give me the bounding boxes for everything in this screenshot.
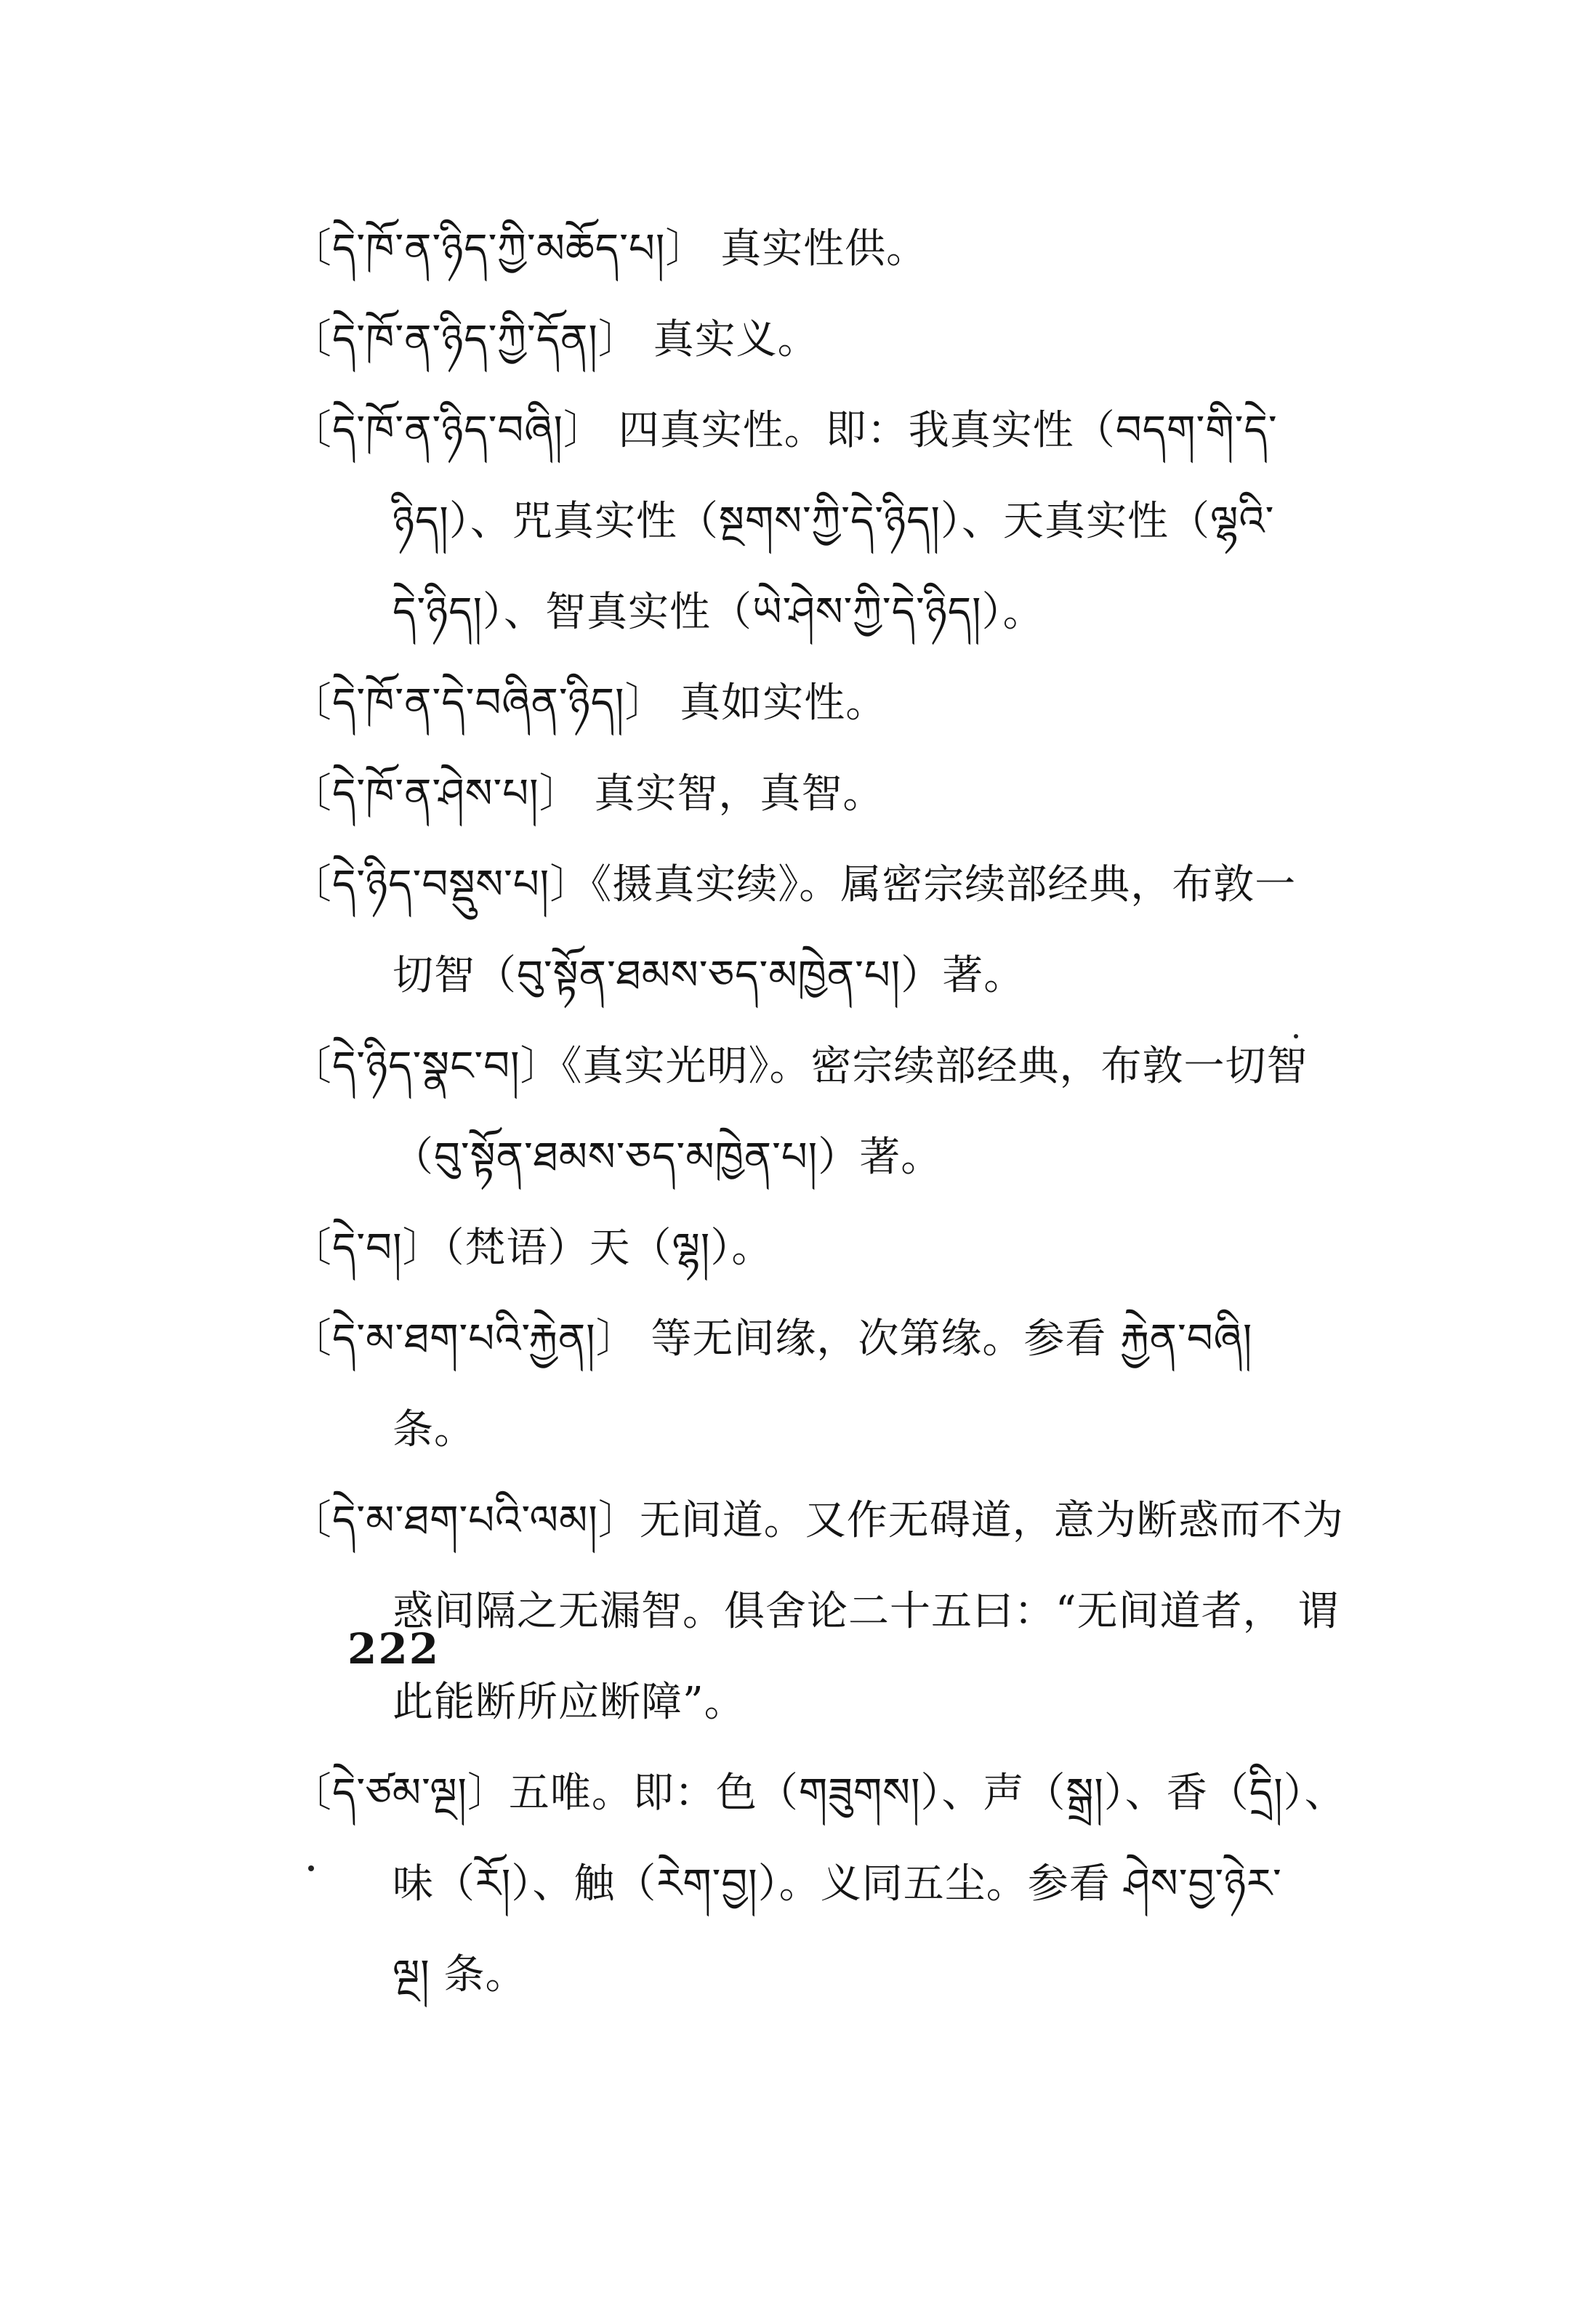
entry-8: [291, 1203, 1410, 1294]
entry-4: [291, 658, 1410, 749]
entry-3: [291, 385, 1410, 658]
entry-11: [291, 1748, 1410, 2020]
entry-line-continuation: 味（རོ།）、触（རེག་བྱ།）。义同五尘。参看 ཤེས་བྱ་ཉེར་: [393, 1860, 1282, 1908]
entry-7: [291, 1021, 1410, 1203]
entry-9: [291, 1294, 1410, 1475]
entry-line: 〔དེ་ཁོ་ན་ཉིད་བཞི།〕 四真实性。即：我真实性（བདག་གི་དེ་: [291, 407, 1278, 454]
entry-2: [291, 294, 1410, 385]
entry-line-continuation: 惑间隔之无漏智。俱舍论二十五曰：“无间道者， 谓: [393, 1588, 1340, 1635]
entry-line-continuation: （བུ་སྟོན་ཐམས་ཅད་མཁྱེན་པ།）著。: [393, 1134, 943, 1181]
entry-6: [291, 839, 1410, 1021]
entry-line-continuation: ཉིད།）、咒真实性（སྔགས་ཀྱི་དེ་ཉིད།）、天真实性（ལྷའི་: [393, 498, 1275, 545]
entry-line-continuation: ལྔ། 条。: [393, 1951, 527, 1998]
entry-line: 〔དེ་ཉིད་སྣང་བ།〕《真实光明》。密宗续部经典，布敦一切智: [291, 1043, 1308, 1090]
entry-line: 〔དེ་ཁོ་ན་ཉིད་ཀྱི་དོན།〕 真实义。: [291, 316, 819, 363]
entry-list: [291, 203, 1410, 2020]
entry-line: 〔དེ་ཙམ་ལྔ།〕五唯。即：色（གཟུགས།）、声（སྒྲ།）、香（དྲི།）、: [291, 1770, 1346, 1817]
entry-line-continuation: དེ་ཉིད།）、智真实性（ཡེ་ཤེས་ཀྱི་དེ་ཉིད།）。: [393, 589, 1044, 636]
page-number: 222: [347, 1624, 440, 1674]
entry-line: 〔དེ་ཉིད་བསྡུས་པ།〕《摄真实续》。属密宗续部经典，布敦一: [291, 861, 1297, 908]
entry-line: 〔དེ་བ།〕（梵语）天（ལྷ།）。: [291, 1224, 773, 1272]
print-speck: [1294, 1034, 1298, 1038]
entry-line: 〔དེ་མ་ཐག་པའི་རྐྱེན།〕 等无间缘，次第缘。参看 རྐྱེན་བཞི།: [291, 1315, 1253, 1363]
entry-5: [291, 749, 1410, 839]
entry-line: 〔དེ་ཁོ་ན་དེ་བཞིན་ཉིད།〕 真如实性。: [291, 679, 887, 727]
entry-1: [291, 203, 1410, 294]
entry-line-continuation: 条。: [393, 1406, 475, 1453]
print-speck: [308, 1865, 314, 1871]
entry-line: 〔དེ་མ་ཐག་པའི་ལམ།〕无间道。又作无碍道，意为断惑而不为: [291, 1497, 1344, 1544]
entry-line-continuation: 切智（བུ་སྟོན་ཐམས་ཅད་མཁྱེན་པ།）著。: [393, 952, 1026, 999]
entry-line: 〔དེ་ཁོ་ན་ཉིད་ཀྱི་མཆོད་པ།〕 真实性供。: [291, 225, 928, 273]
entry-line-continuation: 此能断所应断障”。: [393, 1679, 746, 1726]
entry-10: [291, 1475, 1410, 1748]
entry-line: 〔དེ་ཁོ་ན་ཤེས་པ།〕 真实智，真智。: [291, 770, 885, 818]
